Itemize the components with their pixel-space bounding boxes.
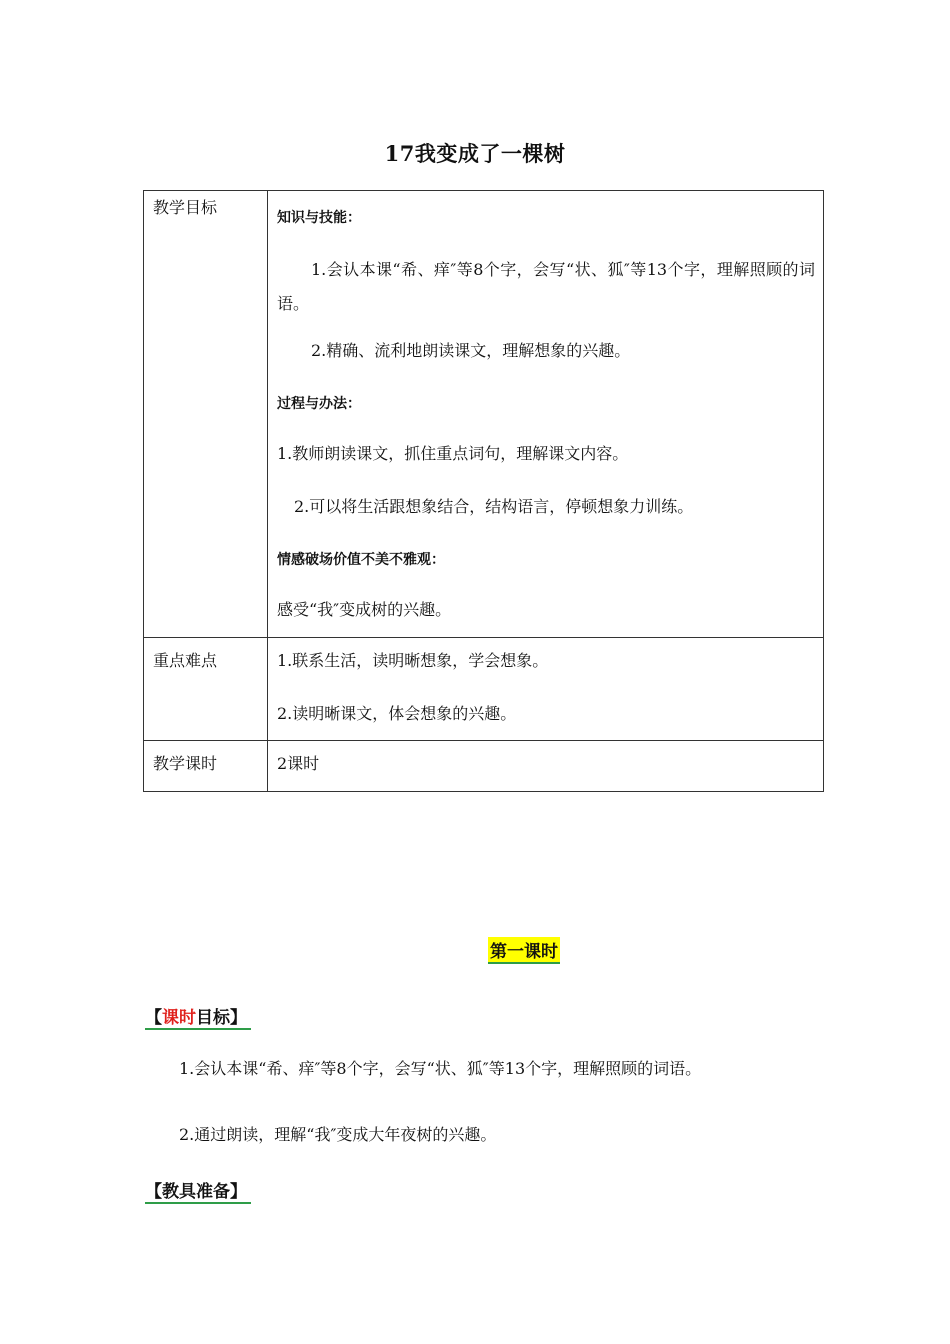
table-row: [144, 638, 824, 741]
key-points-cell: [268, 638, 824, 741]
row-label-hours: 教学课时: [144, 741, 268, 792]
knowledge-heading: 知识与技能：: [277, 210, 361, 226]
row-label-key-points: 重点难点: [144, 638, 268, 741]
process-heading: 过程与办法：: [277, 396, 361, 412]
emotion-heading: 情感破场价值不美不雅观：: [277, 552, 445, 568]
row-label-goals: 教学目标: [144, 191, 268, 638]
objective-2: 2.通过朗读，理解“我″变成大年夜树的兴趣。: [179, 1125, 497, 1144]
objectives-header: [145, 1003, 251, 1030]
goals-cell: [268, 191, 824, 638]
section-title: 第一课时: [488, 937, 560, 964]
lesson-plan-table: [143, 190, 824, 792]
objectives-header-red: 课时: [162, 1008, 196, 1028]
hours-cell: [268, 741, 824, 792]
key-item-2: 2.读明晰课文，体会想象的兴趣。: [277, 704, 517, 723]
knowledge-item-1: 1.会认本课“希、痒″等8个字，会写“状、狐″等13个字，理解照顾的词语。: [277, 260, 815, 313]
process-item-1: 1.教师朗读课文，抓住重点词句，理解课文内容。: [277, 444, 629, 463]
table-row: [144, 741, 824, 792]
table-row: [144, 191, 824, 638]
key-item-1: 1.联系生活，读明晰想象，学会想象。: [277, 651, 549, 670]
objective-1: 1.会认本课“希、痒″等8个字，会写“状、狐″等13个字，理解照顾的词语。: [179, 1059, 702, 1078]
process-item-2: 2.可以将生活跟想象结合，结构语言，停顿想象力训练。: [294, 497, 694, 516]
tools-header: 【教具准备】: [145, 1177, 251, 1204]
page-title: 17我变成了一棵树: [384, 141, 566, 166]
knowledge-item-2: 2.精确、流利地朗读课文，理解想象的兴趣。: [311, 341, 631, 360]
hours-value: 2课时: [277, 754, 320, 773]
objectives-header-rest: 目标】: [196, 1008, 247, 1028]
objectives-header-open: 【: [145, 1008, 162, 1028]
emotion-text: 感受“我″变成树的兴趣。: [277, 600, 452, 619]
